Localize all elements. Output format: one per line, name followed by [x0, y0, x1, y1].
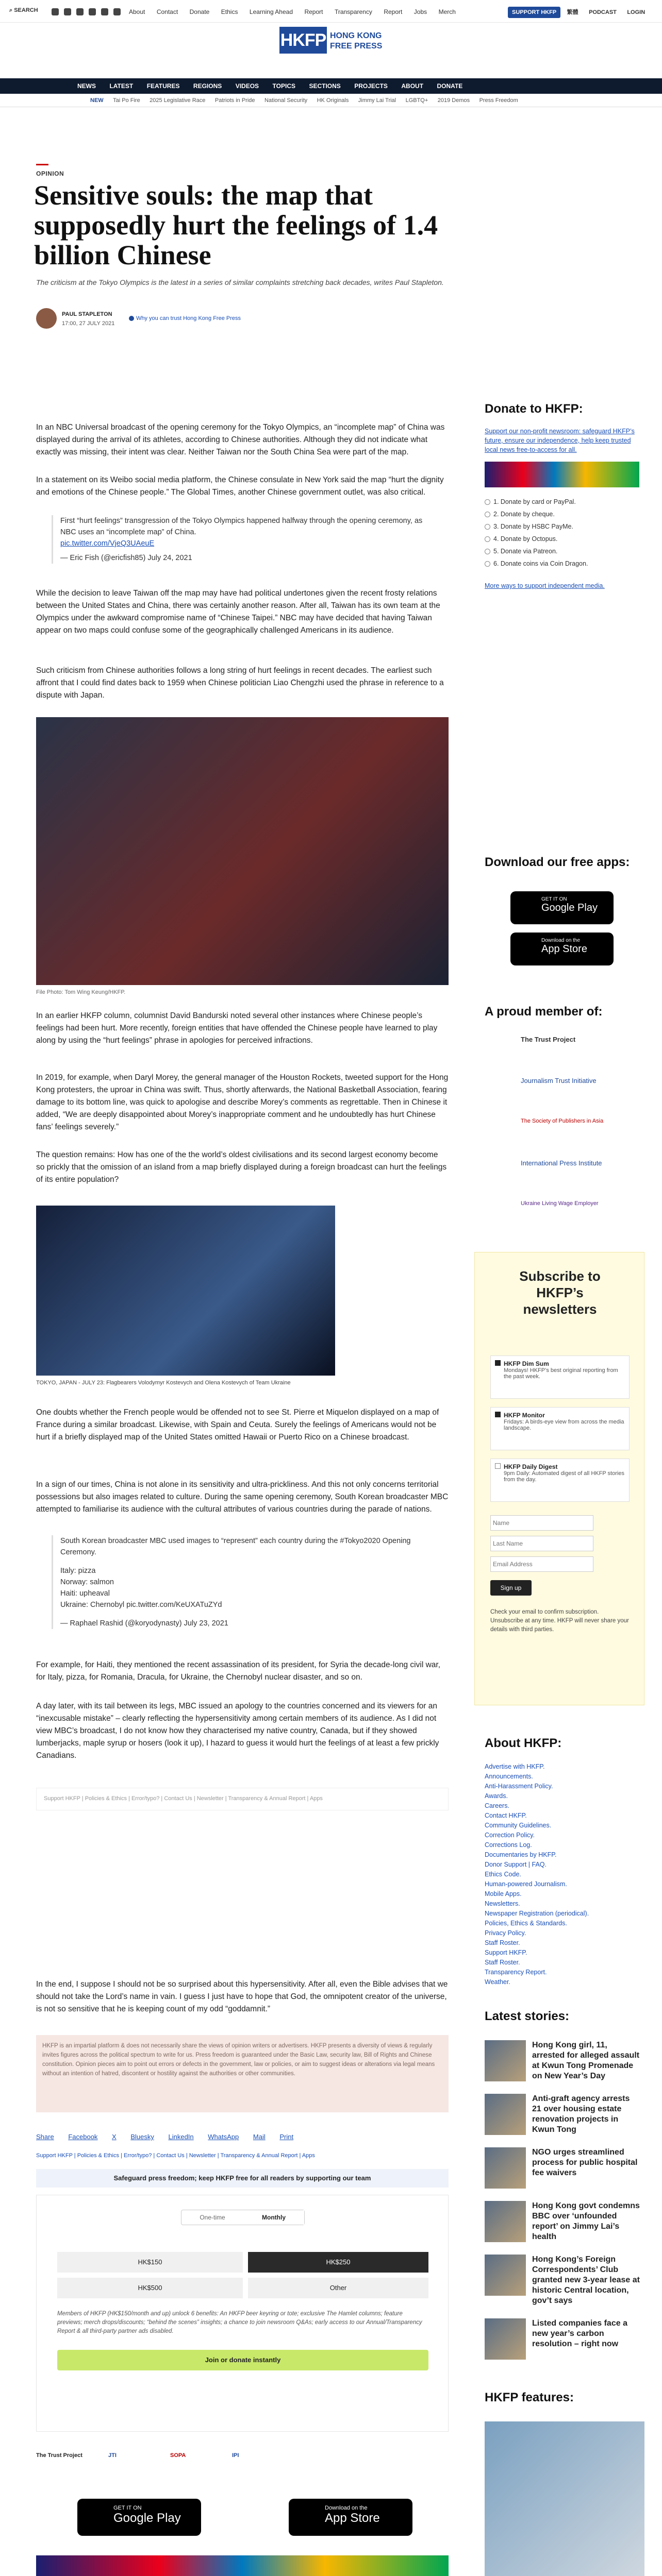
radio-icon: [485, 512, 490, 517]
top-link-contact[interactable]: Contact: [156, 8, 178, 15]
donation-widget: [36, 2195, 449, 2432]
top-links: [129, 7, 465, 16]
paragraph: A day later, with its tail between its legs, MBC issued an apology to the countries concerned and its viewers for an “inexcusable mistake” – clearly reflecting the hypersensitivity among certain members of its audience. As I did not view MBC’s broadcast, I do not know how they characterised my native country, Canada, but if they showed lumberjacks, maple syrup or hosers (look it up), I hazard to guess it would hurt the feelings of at least a few prickly Canadians.: [36, 1702, 439, 1760]
nav-news[interactable]: NEWS: [77, 82, 96, 90]
story-title: Hong Kong’s Foreign Correspondents’ Club granted new 3-year lease at historic Central location, gov’t says: [532, 2255, 640, 2305]
paragraph: In a statement on its Weibo social media platform, the Chinese consulate in New York said the map “hurt the dignity and emotions of the Chinese people.” The Global Times, another Chinese government outlet, was also critical.: [36, 476, 444, 497]
donate-option-label: 2. Donate by cheque.: [493, 511, 555, 518]
newsletter-name: HKFP Monitor: [504, 1412, 545, 1419]
article-headline: Sensitive souls: the map that supposedly hurt the feelings of 1.4 billion Chinese: [34, 180, 438, 270]
search-button[interactable]: ⌕ SEARCH: [9, 7, 38, 13]
about-link[interactable]: Newspaper Registration (periodical).: [485, 1910, 589, 1917]
checkbox-checked-icon: [495, 1360, 501, 1366]
about-links: [485, 1762, 639, 1987]
story-title: Hong Kong girl, 11, arrested for alleged assault at Kwun Tong Promenade on New Year’s Day: [532, 2041, 640, 2080]
trust-link-label: Why you can trust Hong Kong Free Press: [136, 315, 241, 321]
about-link[interactable]: Policies, Ethics & Standards.: [485, 1920, 567, 1927]
story-title: NGO urges streamlined process for public hospital fee waivers: [532, 2148, 638, 2177]
tweet-text: South Korean broadcaster MBC used images to “represent” each country during the #Tokyo2020 Opening Ceremony.: [60, 1537, 411, 1556]
telegram-icon[interactable]: [101, 8, 108, 15]
google-play-caption: GET IT ON: [113, 2505, 142, 2511]
logo-wordmark[interactable]: [330, 31, 392, 52]
join-donate-button[interactable]: Join or donate instantly: [57, 2350, 428, 2370]
latest-item[interactable]: [485, 2201, 644, 2255]
footer-badge[interactable]: The Trust Project: [36, 2452, 82, 2459]
donate-option[interactable]: [485, 557, 639, 570]
member-sopa[interactable]: The Society of Publishers in Asia: [521, 1118, 604, 1124]
paragraph: For example, for Haiti, they mentioned the recent assassination of its president, for Syria the decade-long civil war, for Italy, pizza, for Romania, Dracula, for Ukraine, the Chernobyl nuclear disaster, and so on.: [36, 1660, 440, 1682]
top-link-learning[interactable]: Learning Ahead: [249, 8, 293, 15]
tweet-signature[interactable]: — Eric Fish (@ericfish85) July 24, 2021: [60, 554, 192, 562]
nav-latest[interactable]: LATEST: [109, 82, 134, 90]
share-facebook[interactable]: Facebook: [68, 2133, 98, 2141]
embedded-tweet-2: [52, 1535, 433, 1629]
donate-option-label: 5. Donate via Patreon.: [493, 548, 558, 555]
first-name-input[interactable]: [490, 1515, 593, 1531]
sidebar: [485, 402, 639, 590]
article-image-flag: [36, 717, 449, 985]
footer-badge[interactable]: IPI: [232, 2452, 239, 2459]
tweet-line: Ukraine: Chernobyl pic.twitter.com/KeUXATuZYd: [60, 1601, 222, 1609]
amount-option[interactable]: HK$150: [57, 2252, 243, 2273]
embedded-tweet: [52, 515, 433, 564]
checkbox-checked-icon: [495, 1412, 501, 1417]
about-link[interactable]: Correction Policy.: [485, 1832, 535, 1839]
trending-item[interactable]: Jimmy Lai Trial: [358, 97, 396, 104]
about-link[interactable]: Newsletters.: [485, 1900, 520, 1907]
about-link[interactable]: Weather.: [485, 1978, 510, 1986]
hkfp-logo[interactable]: [279, 27, 327, 54]
about-link[interactable]: Community Guidelines.: [485, 1822, 552, 1829]
newsletter-note: Check your email to confirm subscription. Unsubscribe at any time. HKFP will never share your details with third parties.: [490, 1609, 629, 1633]
latest-item[interactable]: [485, 2094, 644, 2147]
google-play-label: Google Play: [113, 2511, 181, 2525]
nav-regions[interactable]: REGIONS: [193, 82, 222, 90]
top-link-ethics[interactable]: Ethics: [221, 8, 238, 15]
facebook-icon[interactable]: [52, 8, 59, 15]
membership-benefits: Members of HKFP (HK$150/month and up) unlock 6 benefits: An HKFP beer keyring or tote; exclusive The Hamlet columns; feature previews; merch drops/discounts; “behind the scenes” insights; a chance to join newsroom Q&As; early access to our Annual/Transparency Report & all third-party partner ads disabled.: [57, 2311, 422, 2334]
about-link[interactable]: Corrections Log.: [485, 1841, 532, 1849]
footer-badge[interactable]: SOPA: [170, 2452, 186, 2459]
support-links[interactable]: Support HKFP | Policies & Ethics | Error/typo? | Contact Us | Newsletter | Transparency & Annual Report | Apps: [36, 2153, 315, 2159]
image-caption: File Photo: Tom Wing Keung/HKFP.: [36, 989, 126, 995]
logo-line-1: HONG KONG: [330, 31, 382, 40]
radio-icon: [485, 536, 490, 542]
latest-item[interactable]: [485, 2040, 644, 2094]
story-thumbnail: [485, 2147, 526, 2189]
donate-option-label: 3. Donate by HSBC PayMe.: [493, 523, 573, 530]
x-icon[interactable]: [64, 8, 71, 15]
social-icons: [52, 7, 126, 16]
about-link[interactable]: Anti-Harassment Policy.: [485, 1783, 553, 1790]
trending-item[interactable]: Patriots in Pride: [214, 97, 255, 104]
story-thumbnail: [485, 2318, 526, 2360]
article-dek: The criticism at the Tokyo Olympics is the latest in a series of similar complaints stretching back decades, writes Paul Stapleton.: [36, 278, 444, 286]
member-heading: A proud member of:: [485, 1005, 603, 1019]
tab-monthly[interactable]: Monthly: [243, 2210, 304, 2225]
share-bluesky[interactable]: Bluesky: [130, 2133, 154, 2141]
about-link[interactable]: Transparency Report.: [485, 1969, 547, 1976]
story-thumbnail: [485, 2040, 526, 2081]
about-link[interactable]: Careers.: [485, 1802, 509, 1809]
share-linkedin[interactable]: LinkedIn: [168, 2133, 194, 2141]
about-link[interactable]: Ethics Code.: [485, 1871, 521, 1878]
trending-item[interactable]: LGBTQ+: [405, 97, 428, 104]
google-play-button[interactable]: [510, 891, 614, 924]
checkbox-icon: [495, 1463, 501, 1469]
amount-option-other[interactable]: Other: [248, 2278, 428, 2298]
about-link[interactable]: Contact HKFP.: [485, 1812, 527, 1819]
payment-methods-strip: [36, 2555, 449, 2576]
trending-item[interactable]: National Security: [264, 97, 308, 104]
google-play-label: Google Play: [541, 902, 598, 913]
logo-line-2: FREE PRESS: [330, 42, 383, 50]
feature-image: [485, 2421, 644, 2576]
email-input[interactable]: [490, 1556, 593, 1572]
about-link[interactable]: Announcements.: [485, 1773, 533, 1780]
trending-item[interactable]: 2019 Demos: [437, 97, 470, 104]
editorial-disclaimer: HKFP is an impartial platform & does not necessarily share the views of opinion writers or advertisers. HKFP presents a diversity of views & regularly invites figures across the political spectrum to write for us. Press freedom is guaranteed under the Basic Law, security law, Bill of Rights and Chinese constitution. Opinion pieces aim to point out errors or defects in the government, law or policies, or aim to suggest ideas or alterations via legal means without an intention of hatred, discontent or hostility against the authorities or other communities.: [36, 2035, 449, 2112]
newsletter-desc: 9pm Daily: Automated digest of all HKFP stories from the day.: [504, 1470, 624, 1483]
story-title: Anti-graft agency arrests 21 over housing estate renovation projects in Kwun Tong: [532, 2094, 630, 2134]
about-link[interactable]: Staff Roster.: [485, 1959, 520, 1966]
newsletter-desc: Fridays: A birds-eye view from across the media landscape.: [504, 1419, 624, 1431]
author-avatar[interactable]: [36, 308, 57, 329]
features-heading: HKFP features:: [485, 2391, 574, 2404]
article-image-olympics: [36, 1206, 335, 1376]
nav-projects[interactable]: PROJECTS: [354, 82, 388, 90]
nav-about[interactable]: ABOUT: [401, 82, 424, 90]
app-store-button[interactable]: [510, 933, 614, 965]
about-link[interactable]: Documentaries by HKFP.: [485, 1851, 557, 1858]
paragraph: One doubts whether the French people would be offended not to see St. Pierre et Miquelon displayed on a map of France during a similar broadcast. Likewise, with Spain and Ceuta. Surely the feelings of Americans would not be hurt if a briefly displayed map of the United States omitted Hawaii or Puerto Rico on a Chinese broadcast.: [36, 1408, 439, 1442]
radio-icon: [485, 499, 490, 505]
donate-description[interactable]: Support our non-profit newsroom: safeguard HKFP’s future, ensure our independence, help keep trusted local news free-to-access for all.: [485, 428, 635, 453]
trust-icon: [129, 316, 134, 321]
member-trust-project[interactable]: The Trust Project: [521, 1036, 576, 1043]
inline-support-links[interactable]: Support HKFP | Policies & Ethics | Error/typo? | Contact Us | Newsletter | Transparency & Annual Report | Apps: [44, 1795, 323, 1802]
logo-mark: HKFP: [280, 30, 326, 50]
image-caption: TOKYO, JAPAN - JULY 23: Flagbearers Volodymyr Kostevych and Olena Kostevych of Team Ukraine: [36, 1380, 291, 1386]
paragraph: In the end, I suppose I should not be so surprised about this hypersensitivity. After all, even the Bible advises that we should not take the Lord’s name in vain. I guess I just have to hope that God, the omnipotent creator of the universe, is not so sensitive that he is keeping count of my odd “goddamnit.”: [36, 1980, 448, 2013]
tweet-link[interactable]: pic.twitter.com/VjeQ3UAeuE: [60, 539, 155, 548]
top-link-merch[interactable]: Merch: [438, 8, 456, 15]
tweet-line: Haiti: upheaval: [60, 1589, 110, 1598]
trending-label: NEW: [90, 97, 104, 104]
member-ipi[interactable]: International Press Institute: [521, 1159, 602, 1167]
features-list: [485, 2421, 644, 2576]
donate-option[interactable]: [485, 520, 639, 533]
footer-google-play-button[interactable]: [77, 2499, 201, 2536]
app-store-caption: Download on the: [541, 938, 581, 943]
donate-strip[interactable]: Safeguard press freedom; keep HKFP free for all readers by supporting our team: [36, 2169, 449, 2188]
trending-item[interactable]: 2025 Legislative Race: [150, 97, 206, 104]
radio-icon: [485, 549, 490, 554]
latest-item[interactable]: [485, 2318, 644, 2372]
about-link[interactable]: Awards.: [485, 1792, 508, 1800]
amount-option[interactable]: HK$500: [57, 2278, 243, 2298]
about-link[interactable]: Human-powered Journalism.: [485, 1880, 567, 1888]
donate-heading: Donate to HKFP:: [485, 402, 583, 416]
paragraph: The question remains: How has one of the the world’s oldest civilisations and its second largest economy become so prickly that the omission of an island from a map briefly displayed during a foreign broadcast can hurt the feelings of its entire population?: [36, 1150, 447, 1184]
trending-item[interactable]: Press Freedom: [479, 97, 518, 104]
top-link-donate[interactable]: Donate: [189, 8, 210, 15]
podcast-link[interactable]: PODCAST: [589, 9, 617, 15]
paragraph: In an NBC Universal broadcast of the opening ceremony for the Tokyo Olympics, an “incomplete map” of China was displayed during the arrival of its athletes, according to Chinese authorities. Although they did not indicate what exactly was missing, their intent was clear. Neither Taiwan nor the South China Sea were part of the map.: [36, 423, 445, 456]
story-title: Listed companies face a new year’s carbon resolution – right now: [532, 2319, 627, 2348]
footer-badge[interactable]: JTI: [108, 2452, 117, 2459]
about-link[interactable]: Support HKFP.: [485, 1949, 527, 1956]
amount-option-selected[interactable]: HK$250: [248, 2252, 428, 2273]
paragraph: Such criticism from Chinese authorities follows a long string of hurt feelings in recent decades. The earliest such affront that I could find dates back to 1959 when Chinese politician Liao Chengzhi used the phrase in reference to a dispute with Japan.: [36, 666, 444, 700]
app-store-caption: Download on the: [325, 2505, 368, 2511]
support-hkfp-button[interactable]: SUPPORT HKFP: [508, 7, 560, 18]
nav-topics[interactable]: TOPICS: [272, 82, 295, 90]
feature-item[interactable]: [485, 2421, 644, 2576]
share-label[interactable]: Share: [36, 2133, 54, 2141]
last-name-input[interactable]: [490, 1536, 593, 1551]
newsletter-name: HKFP Dim Sum: [504, 1360, 549, 1367]
about-link[interactable]: Advertise with HKFP.: [485, 1763, 545, 1770]
member-jti[interactable]: Journalism Trust Initiative: [521, 1077, 597, 1084]
latest-heading: Latest stories:: [485, 2009, 570, 2023]
radio-icon: [485, 561, 490, 567]
donate-option[interactable]: [485, 508, 639, 520]
nav-features[interactable]: FEATURES: [146, 82, 180, 90]
about-heading: About HKFP:: [485, 1736, 562, 1750]
tweet-line: Norway: salmon: [60, 1578, 114, 1586]
top-link-transparency[interactable]: Transparency: [334, 8, 372, 15]
story-thumbnail: [485, 2255, 526, 2296]
donate-option[interactable]: [485, 545, 639, 557]
about-link[interactable]: Mobile Apps.: [485, 1890, 522, 1897]
top-link-report-2[interactable]: Report: [384, 8, 403, 15]
more-ways-link[interactable]: More ways to support independent media.: [485, 582, 605, 589]
top-link-report[interactable]: Report: [304, 8, 323, 15]
share-print[interactable]: Print: [279, 2133, 294, 2141]
about-link[interactable]: Privacy Policy.: [485, 1929, 526, 1937]
share-mail[interactable]: Mail: [253, 2133, 266, 2141]
trending-item[interactable]: HK Originals: [317, 97, 349, 104]
tweet-line: Italy: pizza: [60, 1567, 96, 1575]
member-living-wage[interactable]: Ukraine Living Wage Employer: [521, 1200, 599, 1207]
login-link[interactable]: LOGIN: [627, 9, 646, 15]
youtube-icon[interactable]: [89, 8, 96, 15]
tweet-signature[interactable]: — Raphael Rashid (@koryodynasty) July 23, 2021: [60, 1619, 228, 1628]
donation-frequency-tabs: [181, 2210, 305, 2225]
newsletter-signup: [474, 1252, 644, 1705]
signup-button[interactable]: Sign up: [490, 1580, 532, 1596]
main-navigation: [0, 78, 662, 94]
footer-app-store-button[interactable]: [289, 2499, 412, 2536]
share-whatsapp[interactable]: WhatsApp: [208, 2133, 239, 2141]
inline-support-box: [36, 1788, 449, 1810]
donate-option[interactable]: [485, 533, 639, 545]
paragraph: In 2019, for example, when Daryl Morey, the general manager of the Houston Rockets, tweeted support for the Hong Kong protesters, the uproar in China was swift. Thus, shortly afterwards, the National Basketball Association, fearing damage to its bottom line, was quick to apologise and describe Morey’s comments as regrettable. Then in Chinese it added, “We are deeply disappointed about Morey’s inappropriate comment and he undoubtedly has hurt Chinese fans’ feelings severely.”: [36, 1073, 449, 1131]
story-title: Hong Kong govt condemns BBC over ‘unfounded report’ on Jimmy Lai’s health: [532, 2201, 640, 2241]
author-name[interactable]: PAUL STAPLETON: [62, 311, 112, 317]
paragraph: In an earlier HKFP column, columnist David Bandurski noted several other instances where Chinese people’s feelings had been hurt. More recently, foreign entities that have offended the Chinese people have learned to play along by using the “hurt feelings” phrase in apologies for perceived infractions.: [36, 1011, 438, 1045]
donate-option-label: 1. Donate by card or PayPal.: [493, 498, 576, 505]
app-store-label: App Store: [541, 943, 587, 955]
newsletter-desc: Mondays! HKFP’s best original reporting from the past week.: [504, 1367, 618, 1380]
latest-item[interactable]: [485, 2255, 644, 2318]
nav-sections[interactable]: SECTIONS: [309, 82, 341, 90]
top-link-jobs[interactable]: Jobs: [413, 8, 427, 15]
newsletter-option[interactable]: [490, 1459, 630, 1502]
top-utility-bar: [0, 0, 662, 23]
apps-heading: Download our free apps:: [485, 855, 630, 869]
story-thumbnail: [485, 2201, 526, 2242]
about-link[interactable]: Donor Support | FAQ.: [485, 1861, 547, 1868]
kicker-rule: [36, 164, 48, 165]
newsletter-option[interactable]: [490, 1355, 630, 1399]
tweet-text: First “hurt feelings” transgression of the Tokyo Olympics happened halfway through the opening ceremony, as NBC uses an “incomplete map” of China.: [60, 517, 423, 536]
publish-date: 17:00, 27 JULY 2021: [62, 320, 115, 327]
instagram-icon[interactable]: [76, 8, 84, 15]
paragraph: In a sign of our times, China is not alone in its sensitivity and ultra-prickliness. And this not only concerns territorial possessions but also images related to culture. During the same opening ceremony, South Korean broadcaster MBC attempted to familiarise its audience with the cultural attributes of various countries during the parade of nations.: [36, 1480, 449, 1514]
search-label: SEARCH: [14, 7, 38, 13]
language-button[interactable]: 繁體: [567, 9, 578, 15]
nav-donate[interactable]: DONATE: [437, 82, 463, 90]
trending-item[interactable]: Tai Po Fire: [113, 97, 140, 104]
article-category[interactable]: OPINION: [36, 170, 64, 177]
donate-option-label: 6. Donate coins via Coin Dragon.: [493, 560, 588, 567]
footer-member-badges: [36, 2442, 449, 2488]
newsletter-heading: Subscribe to HKFP’s newsletters: [519, 1268, 601, 1317]
about-link[interactable]: Staff Roster.: [485, 1939, 520, 1946]
latest-item[interactable]: [485, 2147, 644, 2201]
tab-one-time[interactable]: One-time: [200, 2214, 225, 2221]
trending-bar: [0, 94, 662, 107]
top-link-about[interactable]: About: [129, 8, 145, 15]
latest-list: [485, 2040, 644, 2372]
trust-link[interactable]: [129, 315, 241, 321]
paragraph: While the decision to leave Taiwan off the map may have had political undertones given the recent frosty relations between the United States and China, there was certainly another reason. After all, Taiwan has its own team at the Olympics under the awkward compromise name of “Chinese Taipei.” NBC may have decided that having Taiwan appear on two maps could confuse some of the geographically challenged Americans in its audience.: [36, 589, 440, 635]
newsletter-option[interactable]: [490, 1407, 630, 1450]
rss-icon[interactable]: [113, 8, 121, 15]
story-thumbnail: [485, 2094, 526, 2135]
share-bar: [36, 2133, 306, 2141]
radio-icon: [485, 524, 490, 530]
google-play-caption: GET IT ON: [541, 896, 567, 902]
newsletter-name: HKFP Daily Digest: [504, 1463, 558, 1470]
payment-icons: [485, 462, 639, 487]
donate-option[interactable]: [485, 496, 639, 508]
app-store-label: App Store: [325, 2511, 380, 2525]
nav-videos[interactable]: VIDEOS: [235, 82, 259, 90]
donate-option-label: 4. Donate by Octopus.: [493, 535, 558, 543]
share-x[interactable]: X: [112, 2133, 117, 2141]
